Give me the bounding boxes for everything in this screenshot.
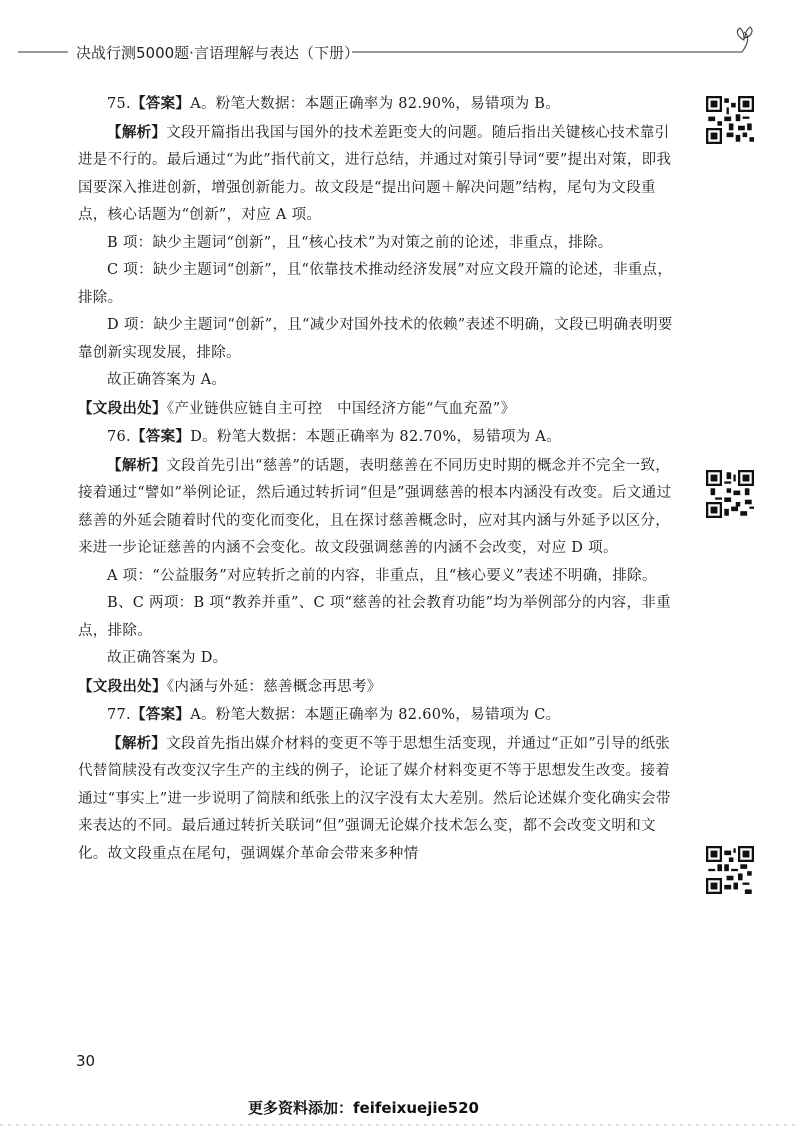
- q75-option-d: D 项：缺少主题词“创新”，且“减少对国外技术的依赖”表述不明确，文段已明确表明要靠创新实现发展，排除。: [78, 317, 673, 361]
- q76-answer-line: [78, 423, 678, 452]
- answer-label: 【答案】: [130, 95, 191, 112]
- footer-rule: [0, 1122, 800, 1128]
- header-rule: [0, 0, 800, 80]
- q75-source: [78, 395, 678, 424]
- q76-conclusion: 故正确答案为 D。: [107, 650, 228, 666]
- q76-analysis: [78, 452, 678, 563]
- page-number: 30: [76, 1052, 96, 1070]
- source-text: 《产业链供应链自主可控 中国经济方能“气血充盈”》: [166, 400, 516, 417]
- answer-label: 【答案】: [130, 706, 191, 723]
- answer-explanations: [78, 90, 678, 868]
- answer-text: A。粉笔大数据：本题正确率为 82.90%，易错项为 B。: [190, 96, 561, 112]
- analysis-label: 【解析】: [107, 123, 167, 141]
- q76-source: [78, 673, 678, 702]
- answer-label: 【答案】: [130, 428, 191, 445]
- qr-code-icon: [706, 470, 754, 518]
- question-number: 75.: [107, 96, 131, 112]
- source-label: 【文段出处】: [78, 677, 167, 695]
- question-number: 76.: [107, 429, 131, 445]
- answer-text: D。粉笔大数据：本题正确率为 82.70%，易错项为 A。: [190, 429, 562, 445]
- q76-option-a: A 项：“公益服务”对应转折之前的内容，非重点，且“核心要义”表述不明确，排除。: [107, 567, 657, 584]
- q75-conclusion: 故正确答案为 A。: [107, 372, 227, 388]
- source-label: 【文段出处】: [78, 399, 167, 417]
- analysis-text: 文段首先引出“慈善”的话题，表明慈善在不同历史时期的概念并不完全一致，接着通过“譬如”举例论证，然后通过转折词“但是”强调慈善的根本内涵没有改变。后文通过慈善的外延会随着时代的变化而变化，且在探讨慈善概念时，应对其内涵与外延予以区分，来进一步论证慈善的内涵不会变化。故文段强调慈善的内涵不会改变，对应 D 项。: [78, 457, 672, 556]
- source-text: 《内涵与外延：慈善概念再思考》: [166, 678, 382, 695]
- answer-text: A。粉笔大数据：本题正确率为 82.60%，易错项为 C。: [190, 707, 561, 723]
- q75-option-b: B 项：缺少主题词“创新”，且“核心技术”为对策之前的论述，非重点，排除。: [107, 234, 613, 251]
- analysis-text: 文段首先指出媒介材料的变更不等于思想生活变现，并通过“正如”引导的纸张代替简牍没有改变汉字生产的主线的例子，论证了媒介材料变更不等于思想发生改变。接着通过“事实上”进一步说明了简牍和纸张上的汉字没有太大差别。然后论述媒介变化确实会带来表达的不同。最后通过转折关联词“但”强调无论媒介技术怎么变，都不会改变文明和文化。故文段重点在尾句，强调媒介革命会带来多种情: [78, 735, 671, 862]
- footer-note: 更多资料添加：feifeixuejie520: [248, 1099, 479, 1117]
- header-title: 决战行测5000题·言语理解与表达（下册）: [76, 44, 359, 62]
- page-header: [0, 0, 800, 80]
- qr-code-icon: [706, 96, 754, 144]
- q77-answer-line: [78, 701, 678, 730]
- q76-option-bc: B、C 两项：B 项“教养并重”、C 项“慈善的社会教育功能”均为举例部分的内容，非重点，排除。: [78, 595, 671, 639]
- analysis-text: 文段开篇指出我国与国外的技术差距变大的问题。随后指出关键核心技术靠引进是不行的。最后通过“为此”指代前文，进行总结，并通过对策引导词“要”提出对策，即我国要深入推进创新，增强创新能力。故文段是“提出问题＋解决问题”结构，尾句为文段重点，核心话题为“创新”，对应 A 项。: [78, 124, 672, 223]
- q75-option-c: C 项：缺少主题词“创新”，且“依靠技术推动经济发展”对应文段开篇的论述，非重点，排除。: [78, 262, 673, 306]
- analysis-label: 【解析】: [107, 734, 167, 752]
- qr-code-icon: [706, 846, 754, 894]
- analysis-label: 【解析】: [107, 456, 167, 474]
- q75-analysis: [78, 119, 678, 230]
- q77-analysis: [78, 730, 678, 869]
- question-number: 77.: [107, 707, 131, 723]
- q75-answer-line: [78, 90, 678, 119]
